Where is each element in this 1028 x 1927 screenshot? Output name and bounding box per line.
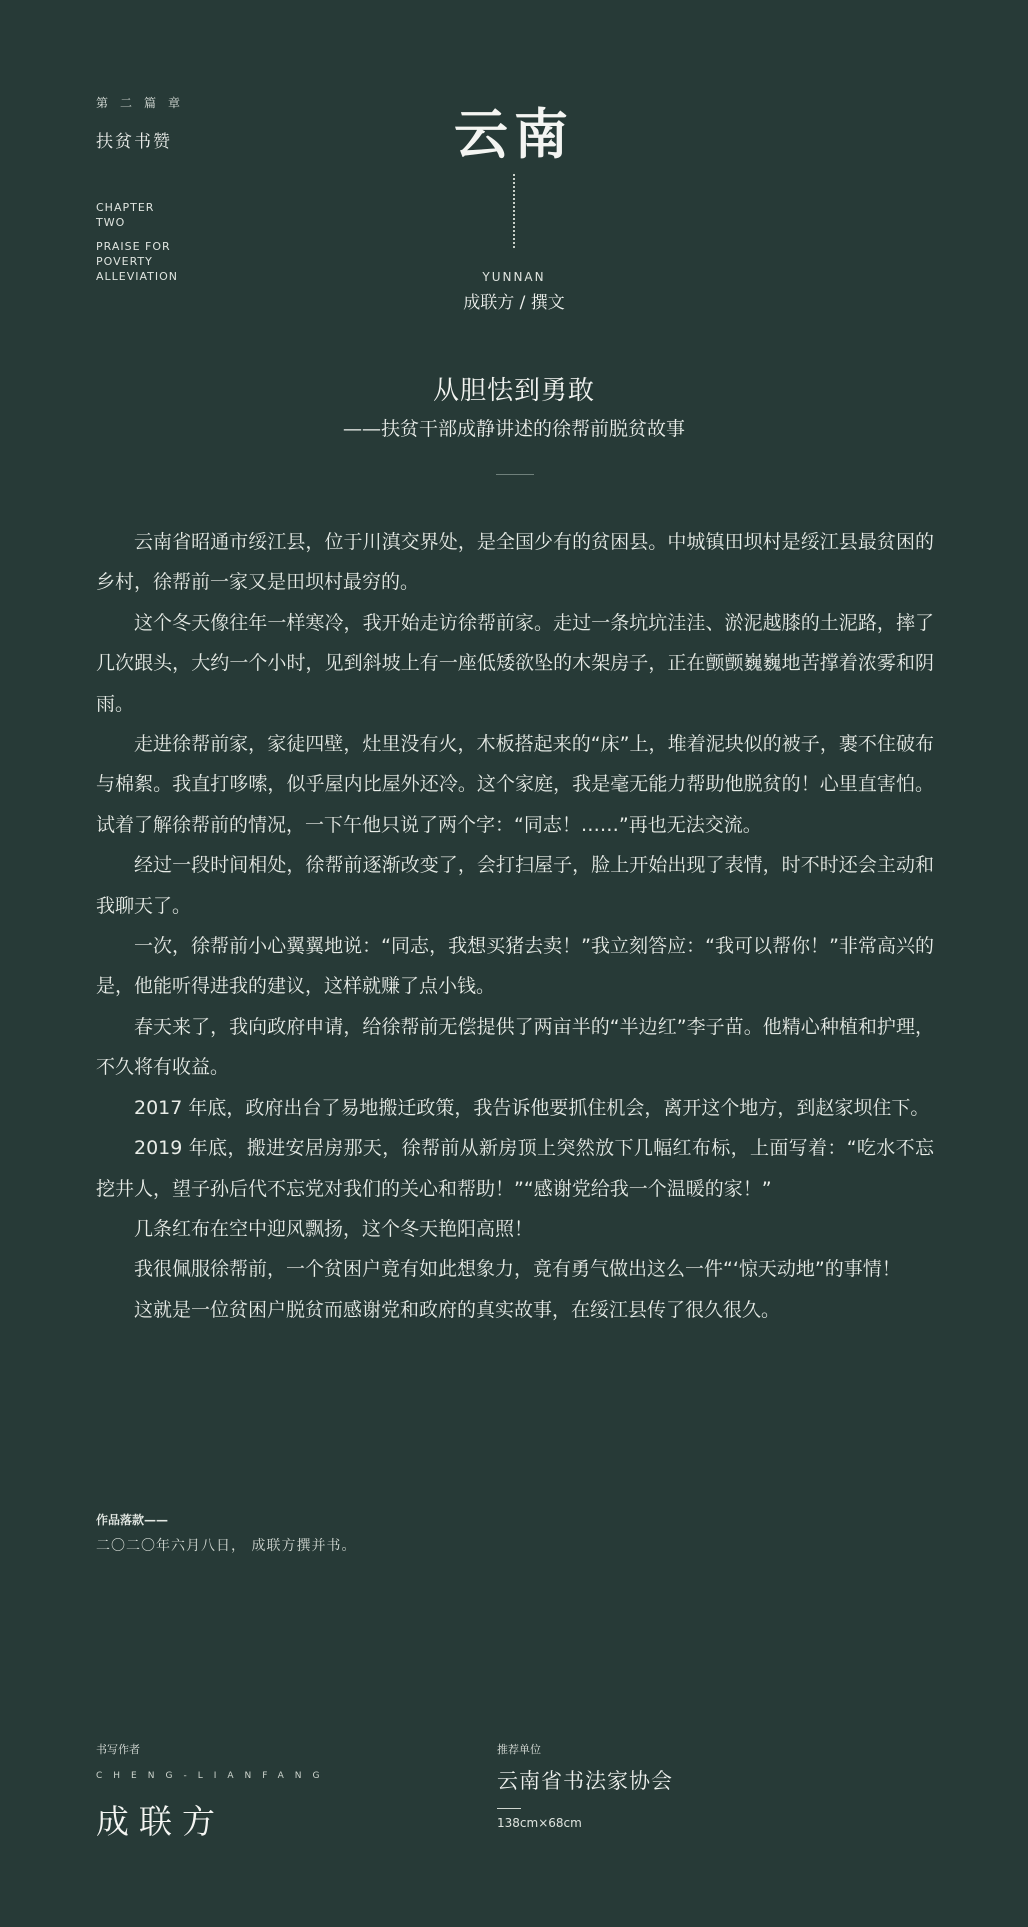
paragraph: 2019 年底，搬进安居房那天，徐帮前从新房顶上突然放下几幅红布标，上面写着：“吃水不忘挖井人，望子孙后代不忘党对我们的关心和帮助！”“感谢党给我一个温暖的家！”: [96, 1137, 934, 1200]
paragraph: 我很佩服徐帮前，一个贫困户竟有如此想象力，竟有勇气做出这么一件“‘惊天动地”的事情！: [134, 1258, 901, 1281]
article-title: 从胆怯到勇敢: [432, 376, 595, 406]
paragraph: 走进徐帮前家，家徒四壁，灶里没有火，木板搭起来的“床”上，堆着泥块似的被子，裹不住破布与棉絮。我直打哆嗦，似乎屋内比屋外还冷。这个家庭，我是毫无能力帮助他脱贫的！心里直害怕。试着了解徐帮前的情况，一下午他只说了两个字：“同志！……”再也无法交流。: [96, 733, 934, 836]
paragraph: 几条红布在空中迎风飘扬，这个冬天艳阳高照！: [134, 1217, 534, 1240]
signature-label: 作品落款——: [96, 1513, 169, 1527]
author-credit: 成联方 / 撰文: [463, 293, 565, 313]
signature-text: 二〇二〇年六月八日， 成联方撰并书。: [96, 1538, 357, 1554]
dotted-divider: [513, 174, 515, 248]
paragraph: 春天来了，我向政府申请，给徐帮前无偿提供了两亩半的“半边红”李子苗。他精心种植和护理，不久将有收益。: [96, 1015, 934, 1079]
organization-divider: [497, 1808, 521, 1809]
place-title: 云南: [454, 102, 574, 166]
artwork-size: 138cm×68cm: [497, 1816, 582, 1830]
organization-label: 推荐单位: [497, 1743, 541, 1756]
organization-name: 云南省书法家协会: [497, 1769, 673, 1793]
paragraph: 2017 年底，政府出台了易地搬迁政策，我告诉他要抓住机会，离开这个地方，到赵家坝住下。: [134, 1096, 930, 1119]
paragraph: 云南省昭通市绥江县，位于川滇交界处，是全国少有的贫困县。中城镇田坝村是绥江县最贫困的乡村，徐帮前一家又是田坝村最穷的。: [96, 531, 934, 594]
writer-english-name: CHENG-LIANFANG: [96, 1771, 331, 1781]
writer-name: 成联方: [96, 1802, 225, 1841]
chapter-english-subtitle: PRAISE FOR POVERTY ALLEVIATION: [96, 240, 179, 283]
paragraph: 这就是一位贫困户脱贫而感谢党和政府的真实故事，在绥江县传了很久很久。: [134, 1298, 781, 1321]
paragraph: 这个冬天像往年一样寒冷，我开始走访徐帮前家。走过一条坑坑洼洼、淤泥越膝的土泥路，摔了几次跟头，大约一个小时，见到斜坡上有一座低矮欲坠的木架房子，正在颤颤巍巍地苦撑着浓雾和阴雨。: [96, 611, 934, 715]
article-subtitle: ——扶贫干部成静讲述的徐帮前脱贫故事: [342, 418, 685, 440]
chapter-english-label: CHAPTER TWO: [96, 201, 155, 229]
paragraph: 经过一段时间相处，徐帮前逐渐改变了，会打扫屋子，脸上开始出现了表情，时不时还会主动和我聊天了。: [96, 854, 934, 917]
place-english: YUNNAN: [482, 270, 546, 284]
paragraph: 一次，徐帮前小心翼翼地说：“同志，我想买猪去卖！”我立刻答应：“我可以帮你！”非常高兴的是，他能听得进我的建议，这样就赚了点小钱。: [96, 935, 934, 998]
title-divider: [496, 474, 534, 475]
chapter-title: 扶贫书赞: [96, 132, 172, 152]
chapter-number: 第二篇章: [96, 96, 193, 110]
writer-label: 书写作者: [96, 1743, 140, 1756]
article-body: [96, 522, 934, 1330]
